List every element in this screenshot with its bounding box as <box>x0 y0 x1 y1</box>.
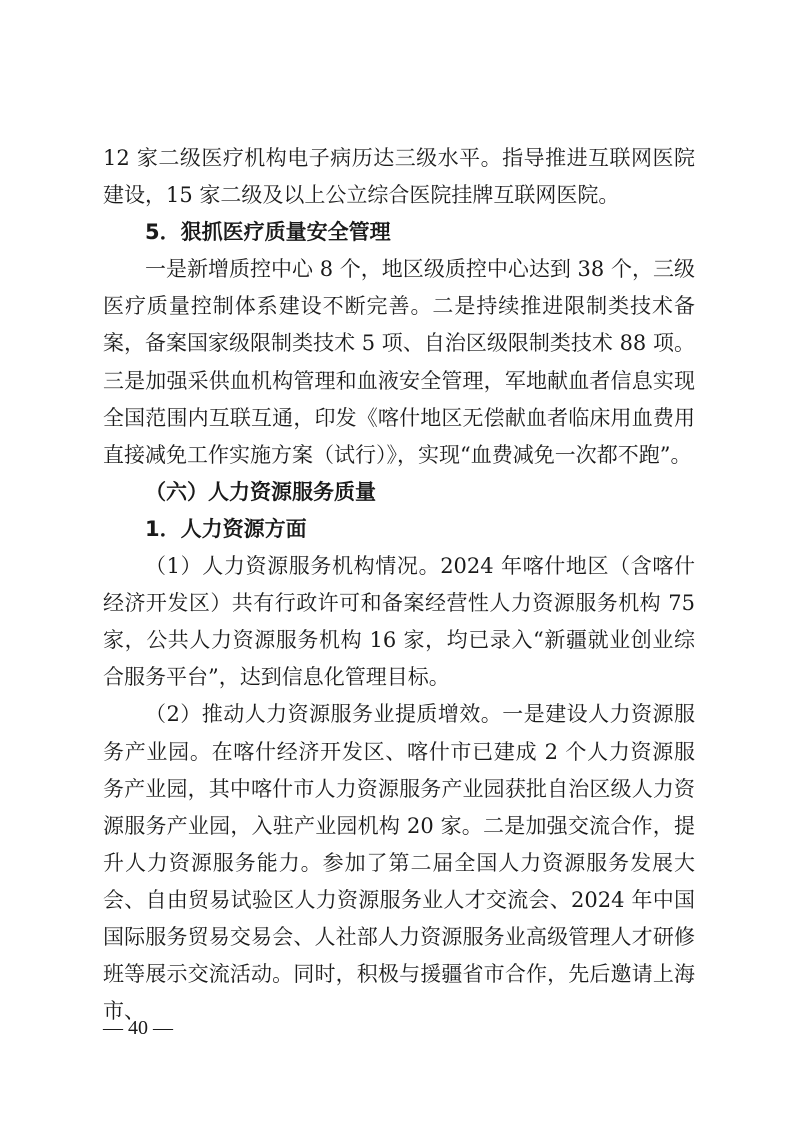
heading-hr-aspects: 1．人力资源方面 <box>145 516 307 541</box>
document-body <box>103 140 695 1030</box>
heading-hr-service-quality: （六）人力资源服务质量 <box>145 479 376 504</box>
paragraph-ehr-internet-hospital: 12 家二级医疗机构电子病历达三级水平。指导推进互联网医院建设，15 家二级及以上公立综合医院挂牌互联网医院。 <box>103 146 695 208</box>
heading-medical-quality-safety: 5．狠抓医疗质量安全管理 <box>145 220 391 245</box>
paragraph-quality-control: 一是新增质控中心 8 个，地区级质控中心达到 38 个，三级医疗质量控制体系建设不断完善。二是持续推进限制类技术备案，备案国家级限制类技术 5 项、自治区级限制类技术 88 项。三是加强采供血机构管理和血液安全管理，军地献血者信息实现全国范围内互联互通，印发《喀什地区无偿献血者临床用血费用直接减免工作实施方案（试行）》，实现“血费减免一次都不跑”。 <box>103 257 695 467</box>
page-number: — 40 — <box>103 1017 173 1039</box>
paragraph-hr-quality-efficiency: （2）推动人力资源服务业提质增效。一是建设人力资源服务产业园。在喀什经济开发区、喀什市已建成 2 个人力资源服务产业园，其中喀什市人力资源服务产业园获批自治区级人力资源服务产业园，入驻产业园机构 20 家。二是加强交流合作，提升人力资源服务能力。参加了第二届全国人力资源服务发展大会、自由贸易试验区人力资源服务业人才交流会、2024 年中国国际服务贸易交易会、人社部人力资源服务业高级管理人才研修班等展示交流活动。同时，积极与援疆省市合作，先后邀请上海市、 <box>103 702 695 1024</box>
paragraph-hr-institutions: （1）人力资源服务机构情况。2024 年喀什地区（含喀什经济开发区）共有行政许可和备案经营性人力资源服务机构 75 家，公共人力资源服务机构 16 家，均已录入“新疆就业创业综合服务平台”，达到信息化管理目标。 <box>103 554 695 690</box>
